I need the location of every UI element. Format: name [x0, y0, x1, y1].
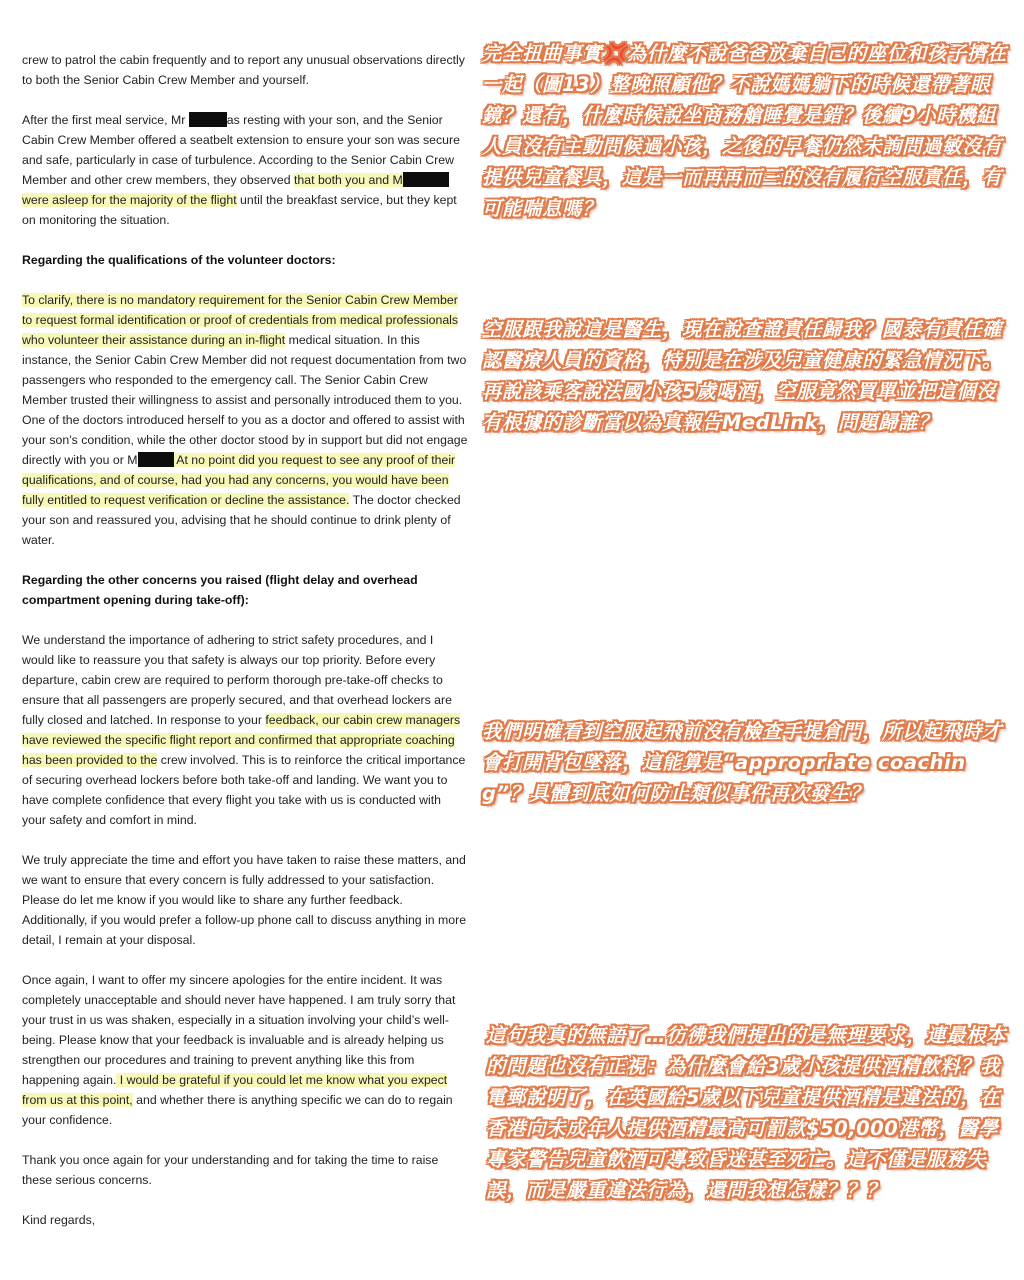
heading-volunteer-doctors: Regarding the qualifications of the volunteer doctors: [22, 253, 336, 267]
letter-document [22, 50, 468, 1250]
apology-text-b: and whether there is anything specific we can do to regain your confidence. [22, 1093, 453, 1127]
highlight-no-requirement: To clarify, there is no mandatory requirement for the Senior Cabin Crew Member to request formal identification or proof of credentials from medical professionals who volunteer their assistance during an in-flight [22, 293, 459, 347]
meal-service-text-b: as resting with your son, and the Senior Cabin Crew Member offered a seatbelt extension to ensure your son was secure and safe, particularly in case of turbulence. According to the Senior Cabin Crew Member and other crew members, they observed [22, 113, 460, 187]
letter-paragraph-crew-patrol: crew to patrol the cabin frequently and to report any unusual observations directly to both the Senior Cabin Crew Member and yourself. [22, 53, 465, 87]
letter-closing: Kind regards, [22, 1213, 96, 1227]
letter-paragraph-appreciation: We truly appreciate the time and effort you have taken to raise these matters, and we want to ensure that every concern is fully addressed to your satisfaction. Please do let me know if you would like to share any further feedback. Additionally, if you would prefer a follow-up phone call to discuss anything in more detail, I remain at your disposal. [22, 853, 467, 947]
letter-paragraph-meal-service [22, 110, 468, 230]
redacted-name-block [403, 172, 449, 187]
highlight-appropriate-coaching: feedback, our cabin crew managers have reviewed the specific flight report and confirmed that appropriate coaching has been provided to the [22, 713, 461, 767]
apology-text-a: Once again, I want to offer my sincere apologies for the entire incident. It was completely unacceptable and should never have happened. I am truly sorry that your trust in us was shaken, especially in a situation involving your child’s well-being. Please know that your feedback is invaluable and is already helping us strengthen our procedures and training to prevent anything like this from happening again. [22, 973, 456, 1087]
meal-service-text-a: After the first meal service, Mr [22, 113, 189, 127]
meal-service-text-d: until the breakfast service, but they kept on monitoring the situation. [22, 193, 457, 227]
letter-paragraph-apology [22, 970, 468, 1130]
doctors-text-a: medical situation. In this instance, the Senior Cabin Crew Member did not request documentation from two passengers who responded to the emergency call. The Senior Cabin Crew Member trusted their willingness to assist and personally introduced them to you. One of the doctors introduced herself to you as a doctor and offered to assist with your son’s condition, while the other doctor stood by in support but did not engage directly with you or M [22, 333, 468, 467]
annotation-overhead-locker: 我們明確看到空服起飛前沒有檢查手提倉門，所以起飛時才會打開背包墜落，這能算是“appropriate coaching”？具體到底如何防止類似事件再次發生？ [482, 720, 1003, 805]
heading-other-concerns: Regarding the other concerns you raised (flight delay and overhead compartment opening during take-off): [22, 573, 418, 607]
letter-paragraph-safety [22, 630, 468, 830]
redacted-name-block [138, 452, 174, 467]
letter-paragraph-doctors [22, 290, 468, 550]
redacted-name-block [189, 112, 227, 127]
highlight-no-proof-requested: At no point did you request to see any proof of their qualifications, and of course, had you had any concerns, you would have been fully entitled to request verification or decline the assistance. [22, 453, 456, 507]
asleep-text-a: that both you and M [294, 173, 403, 187]
highlight-expectations: I would be grateful if you could let me know what you expect from us at this point, [22, 1073, 448, 1107]
annotation-alcohol-to-child: 這句我真的無語了…彷彿我們提出的是無理要求，連最根本的問題也沒有正視：為什麼會給3歲小孩提供酒精飲料？我電郵說明了，在英國給5歲以下兒童提供酒精是違法的，在香港向未成年人提供酒精最高可罰款$50,000港幣，醫學專家警告兒童飲酒可導致昏迷甚至死亡。這不僅是服務失誤，而是嚴重違法行為，還問我想怎樣？？？ [486, 1024, 1007, 1202]
asleep-text-b: were asleep for the majority of the flight [22, 193, 237, 207]
doctors-text-b: The doctor checked your son and reassured you, advising that he should continue to drink plenty of water. [22, 493, 461, 547]
letter-paragraph-thanks: Thank you once again for your understanding and for taking the time to raise these serious concerns. [22, 1153, 439, 1187]
annotation-distorted-facts: 完全扭曲事實💢為什麼不說爸爸放棄自己的座位和孩子擠在一起（圖13）整晚照顧他？不說媽媽躺下的時候還帶著眼鏡？還有，什麼時候說坐商務艙睡覺是錯？後續9小時機組人員沒有主動問候過小孩，之後的早餐仍然未詢問過敏沒有提供兒童餐具，這是一而再再而三的沒有履行空服責任，有可能喘息嗎？ [482, 42, 1007, 220]
safety-text-b: crew involved. This is to reinforce the critical importance of securing overhead lockers before both take-off and landing. We want you to have complete confidence that every flight you take with us is conducted with your safety and comfort in mind. [22, 753, 466, 827]
annotation-doctor-verification: 空服跟我說這是醫生，現在說查證責任歸我？國泰有責任確認醫療人員的資格，特別是在涉及兒童健康的緊急情況下。再說該乘客說法國小孩5歲喝酒，空服竟然買單並把這個沒有根據的診斷當以為真報告MedLink，問題歸誰？ [482, 318, 1003, 434]
safety-text-a: We understand the importance of adhering to strict safety procedures, and I would like to reassure you that safety is always our top priority. Before every departure, cabin crew are required to perform thorough pre-take-off checks to ensure that all passengers are properly secured, and that overhead lockers are fully closed and latched. In response to your [22, 633, 452, 727]
